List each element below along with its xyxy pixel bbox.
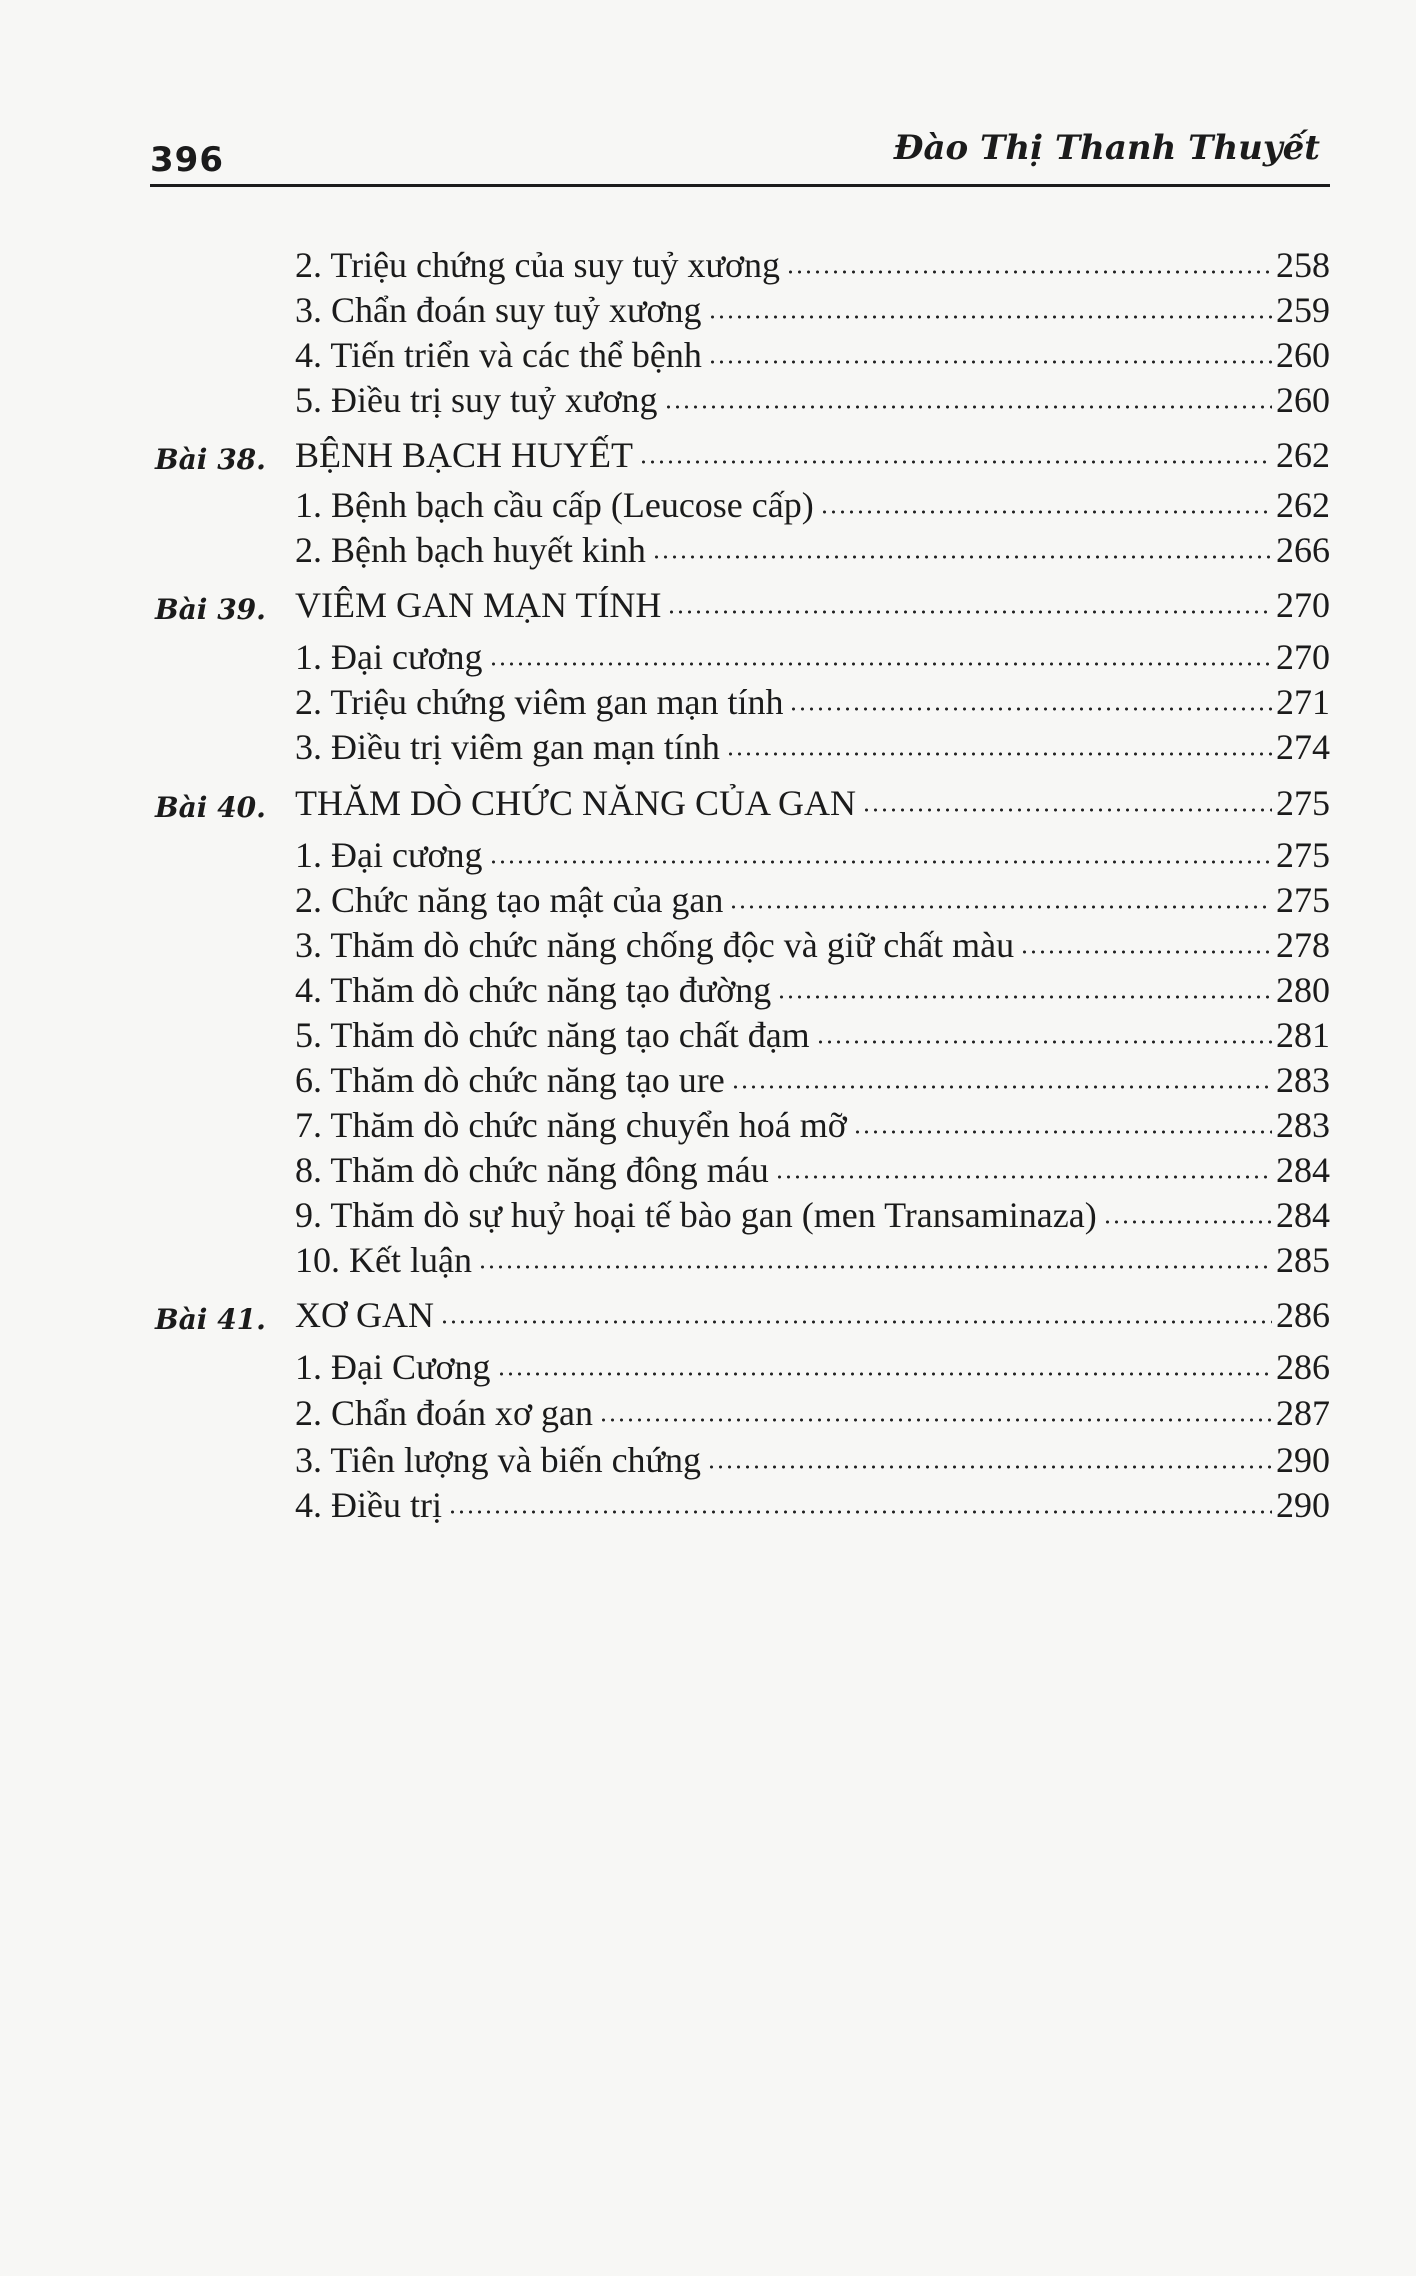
toc-page-number: 260: [1276, 380, 1330, 420]
toc-entry-title: BỆNH BẠCH HUYẾT: [295, 435, 633, 475]
header-rule: [150, 184, 1330, 187]
toc-entry-title: 2. Triệu chứng của suy tuỷ xương: [295, 245, 781, 285]
toc-entry-title: 4. Điều trị: [295, 1485, 442, 1525]
toc-page-number: 287: [1276, 1393, 1330, 1433]
toc-entry-title: 9. Thăm dò sự huỷ hoại tế bào gan (men Transaminaza): [295, 1195, 1097, 1235]
dot-leader: [639, 459, 1272, 465]
toc-entry-title: 10. Kết luận: [295, 1240, 472, 1280]
toc-page-number: 270: [1276, 637, 1330, 677]
toc-page-number: 284: [1276, 1150, 1330, 1190]
toc-entry-title: 4. Tiến triển và các thể bệnh: [295, 335, 702, 375]
toc-section-entry: [155, 1225, 1330, 1281]
toc-entry-title: 4. Thăm dò chức năng tạo đường: [295, 970, 772, 1010]
toc-entry-title: 5. Thăm dò chức năng tạo chất đạm: [295, 1015, 810, 1055]
dot-leader: [862, 807, 1272, 813]
toc-entry-title: 5. Điều trị suy tuỷ xương: [295, 380, 658, 420]
toc-section-entry: [155, 712, 1330, 768]
toc-page-number: 262: [1276, 485, 1330, 525]
toc-chapter-prefix: Bài 38.: [155, 443, 266, 476]
dot-leader: [664, 404, 1272, 410]
toc-entry-title: 2. Triệu chứng viêm gan mạn tính: [295, 682, 784, 722]
toc-page-number: 283: [1276, 1105, 1330, 1145]
toc-entry-title: 2. Chẩn đoán xơ gan: [295, 1393, 593, 1433]
dot-leader: [599, 1417, 1272, 1423]
toc-chapter-prefix: Bài 39.: [155, 593, 266, 626]
toc-page-number: 266: [1276, 530, 1330, 570]
dot-leader: [726, 751, 1272, 757]
toc-chapter-entry: [155, 570, 1330, 626]
toc-page-number: 262: [1276, 435, 1330, 475]
toc-page-number: 260: [1276, 335, 1330, 375]
toc-page-number: 278: [1276, 925, 1330, 965]
toc-entry-title: 7. Thăm dò chức năng chuyển hoá mỡ: [295, 1105, 847, 1145]
toc-entry-title: 1. Đại cương: [295, 637, 483, 677]
toc-entry-title: 1. Đại Cương: [295, 1347, 491, 1387]
toc-page-number: 290: [1276, 1440, 1330, 1480]
toc-page-number: 281: [1276, 1015, 1330, 1055]
toc-page-number: 275: [1276, 880, 1330, 920]
dot-leader: [478, 1264, 1272, 1270]
toc-entry-title: THĂM DÒ CHỨC NĂNG CỦA GAN: [295, 783, 856, 823]
dot-leader: [497, 1371, 1272, 1377]
toc-section-entry: [155, 515, 1330, 571]
toc-entry-title: 2. Chức năng tạo mật của gan: [295, 880, 724, 920]
toc-chapter-entry: [155, 420, 1330, 476]
toc-page-number: 286: [1276, 1295, 1330, 1335]
toc-page-number: 283: [1276, 1060, 1330, 1100]
toc-page-number: 286: [1276, 1347, 1330, 1387]
toc-entry-title: 3. Điều trị viêm gan mạn tính: [295, 727, 720, 767]
toc-chapter-entry: [155, 768, 1330, 824]
toc-page-number: 275: [1276, 835, 1330, 875]
page-number: 396: [150, 140, 224, 180]
toc-page-number: 259: [1276, 290, 1330, 330]
dot-leader: [440, 1319, 1272, 1325]
toc-entry-title: 3. Tiên lượng và biến chứng: [295, 1440, 702, 1480]
toc-page-number: 258: [1276, 245, 1330, 285]
toc-page-number: 275: [1276, 783, 1330, 823]
toc-page-number: 285: [1276, 1240, 1330, 1280]
toc-chapter-prefix: Bài 41.: [155, 1303, 266, 1336]
toc-section-entry: [155, 1470, 1330, 1526]
toc-chapter-prefix: Bài 40.: [155, 791, 266, 824]
page-header: [150, 110, 1330, 190]
toc-page-number: 274: [1276, 727, 1330, 767]
toc-entry-title: 2. Bệnh bạch huyết kinh: [295, 530, 646, 570]
toc-entry-title: 8. Thăm dò chức năng đông máu: [295, 1150, 769, 1190]
toc-entry-title: VIÊM GAN MẠN TÍNH: [295, 585, 662, 625]
running-head-author: Đào Thị Thanh Thuyết: [893, 128, 1320, 168]
toc-section-entry: [155, 365, 1330, 421]
dot-leader: [448, 1509, 1272, 1515]
toc-page-number: 290: [1276, 1485, 1330, 1525]
toc-page-number: 284: [1276, 1195, 1330, 1235]
toc-page-number: 271: [1276, 682, 1330, 722]
dot-leader: [652, 554, 1272, 560]
toc-entry-title: 3. Thăm dò chức năng chống độc và giữ chất màu: [295, 925, 1015, 965]
toc-entry-title: 3. Chẩn đoán suy tuỷ xương: [295, 290, 702, 330]
toc-entry-title: XƠ GAN: [295, 1295, 434, 1335]
toc-entry-title: 1. Bệnh bạch cầu cấp (Leucose cấp): [295, 485, 814, 525]
toc-page-number: 270: [1276, 585, 1330, 625]
toc-chapter-entry: [155, 1280, 1330, 1336]
toc-entry-title: 6. Thăm dò chức năng tạo ure: [295, 1060, 725, 1100]
dot-leader: [667, 609, 1272, 615]
toc-entry-title: 1. Đại cương: [295, 835, 483, 875]
toc-page-number: 280: [1276, 970, 1330, 1010]
